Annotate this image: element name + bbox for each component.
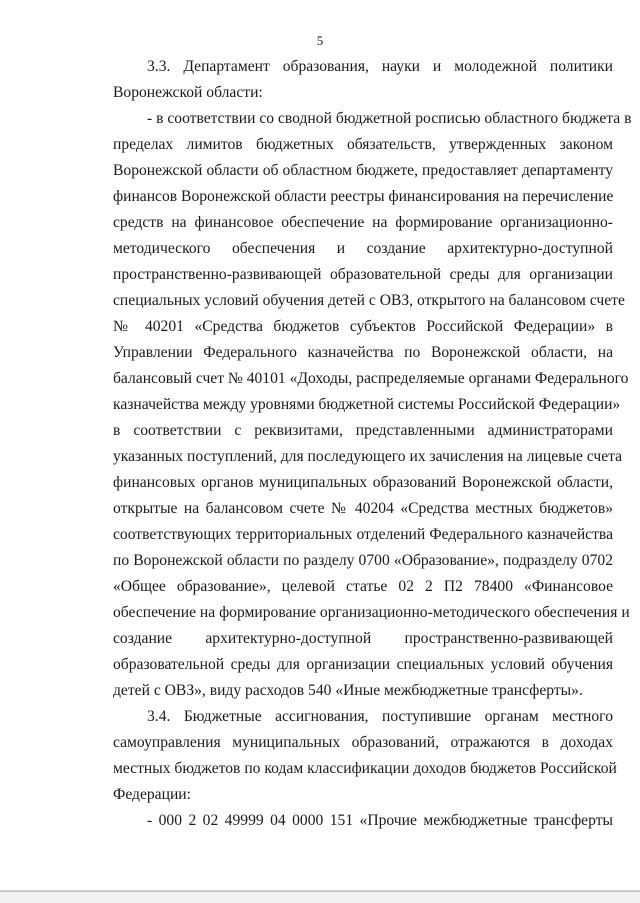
text-line: балансовый счет № 40101 «Доходы, распределяемые органами Федерального [113,370,629,387]
text-line: 3.3. Департамент образования, науки и молодежной политики [147,58,613,75]
text-line: самоуправления муниципальных образований, отражаются в доходах [113,734,613,751]
text-line: казначейства между уровнями бюджетной системы Российской Федерации» [113,396,621,413]
text-line: финансов Воронежской области реестры финансирования на перечисление [113,188,614,205]
text-line: Федерации: [113,786,191,803]
page-number: 5 [316,33,324,48]
text-line: Воронежской области: [113,84,263,101]
text-line: финансовых органов муниципальных образований Воронежской области, [113,474,613,491]
text-line: в соответствии с реквизитами, представленными администраторами [113,422,613,439]
text-line: соответствующих территориальных отделений Федерального казначейства [113,526,613,543]
text-line: - 000 2 02 49999 04 0000 151 «Прочие межбюджетные трансферты [147,812,613,829]
text-line: 3.4. Бюджетные ассигнования, поступившие органам местного [147,708,613,725]
text-line: указанных поступлений, для последующего их зачисления на лицевые счета [113,448,623,465]
text-line: средств на финансовое обеспечение на формирование организационно- [113,214,613,231]
text-line: по Воронежской области по разделу 0700 «Образование», подразделу 0702 [113,552,613,569]
text-line: обеспечение на формирование организационно-методического обеспечения и [113,604,630,621]
text-line: открытые на балансовом счете № 40204 «Средства местных бюджетов» [113,500,613,517]
page-bottom-shade [0,892,640,903]
text-line: методического обеспечения и создание архитектурно-доступной [113,240,613,257]
text-line: детей с ОВЗ», виду расходов 540 «Иные межбюджетные трансферты». [113,682,583,699]
text-line: - в соответствии со сводной бюджетной росписью областного бюджета в [147,110,632,127]
text-line: Воронежской области об областном бюджете, предоставляет департаменту [113,162,613,179]
text-line: местных бюджетов по кодам классификации доходов бюджетов Российской [113,760,617,777]
text-line: № 40201 «Средства бюджетов субъектов Российской Федерации» в [113,318,613,335]
text-line: специальных условий обучения детей с ОВЗ, открытого на балансовом счете [113,292,625,309]
text-line: пространственно-развивающей образовательной среды для организации [113,266,613,283]
text-line: создание архитектурно-доступной пространственно-развивающей [113,630,613,647]
text-line: образовательной среды для организации специальных условий обучения [113,656,613,673]
text-line: «Общее образование», целевой статье 02 2 П2 78400 «Финансовое [113,578,613,595]
text-line: пределах лимитов бюджетных обязательств, утвержденных законом [113,136,613,153]
text-line: Управлении Федерального казначейства по Воронежской области, на [113,344,613,361]
